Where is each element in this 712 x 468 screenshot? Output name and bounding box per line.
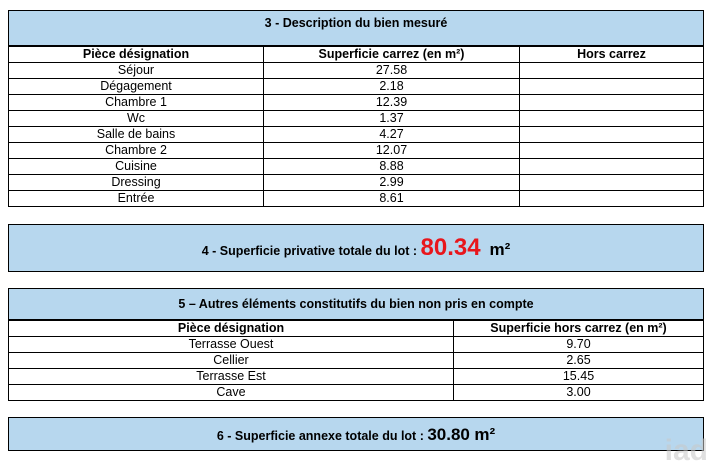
cell-piece: Cellier (9, 353, 454, 369)
col-header-piece: Pièce désignation (9, 47, 264, 63)
table-row (9, 191, 704, 207)
section6-label: 6 - Superficie annexe totale du lot : (216, 429, 428, 443)
cell-carrez: 12.39 (264, 95, 520, 111)
cell-hors (520, 95, 704, 111)
cell-piece: Cave (9, 385, 454, 401)
section4-total-box (8, 224, 704, 272)
watermark-text: iad (664, 434, 708, 467)
cell-carrez: 2.99 (264, 175, 520, 191)
cell-carrez: 27.58 (264, 63, 520, 79)
cell-piece: Terrasse Ouest (9, 337, 454, 353)
table-row (9, 143, 704, 159)
table-row (9, 175, 704, 191)
section6-unit: m² (474, 425, 496, 444)
cell-carrez: 2.18 (264, 79, 520, 95)
section5-header (8, 288, 704, 320)
cell-carrez: 4.27 (264, 127, 520, 143)
iad-watermark-logo (665, 434, 708, 468)
section3-header (8, 10, 704, 46)
cell-hors (520, 63, 704, 79)
cell-piece: Salle de bains (9, 127, 264, 143)
table-row (9, 337, 704, 353)
section4-label: 4 - Superficie privative totale du lot : (201, 244, 421, 258)
cell-piece: Dressing (9, 175, 264, 191)
section3-table (8, 46, 704, 207)
col-header-piece: Pièce désignation (9, 321, 454, 337)
cell-hors (520, 79, 704, 95)
cell-piece: Dégagement (9, 79, 264, 95)
table-row (9, 79, 704, 95)
table-row (9, 127, 704, 143)
table-row (9, 353, 704, 369)
section3-title: 3 - Description du bien mesuré (264, 16, 448, 30)
table-row (9, 111, 704, 127)
cell-piece: Cuisine (9, 159, 264, 175)
cell-piece: Entrée (9, 191, 264, 207)
cell-hors (520, 143, 704, 159)
cell-hors (520, 127, 704, 143)
cell-hors: 9.70 (454, 337, 704, 353)
cell-carrez: 12.07 (264, 143, 520, 159)
cell-carrez: 8.88 (264, 159, 520, 175)
cell-hors: 2.65 (454, 353, 704, 369)
table-row (9, 369, 704, 385)
cell-piece: Séjour (9, 63, 264, 79)
table-header-row (9, 321, 704, 337)
cell-hors (520, 175, 704, 191)
cell-piece: Wc (9, 111, 264, 127)
table-row (9, 159, 704, 175)
cell-hors: 3.00 (454, 385, 704, 401)
section4-value: 80.34 (420, 234, 481, 261)
table-header-row (9, 47, 704, 63)
table-row (9, 385, 704, 401)
col-header-carrez: Superficie carrez (en m²) (264, 47, 520, 63)
section4-unit: m² (489, 240, 511, 259)
table-row (9, 63, 704, 79)
col-header-hors-carrez: Superficie hors carrez (en m²) (454, 321, 704, 337)
cell-piece: Terrasse Est (9, 369, 454, 385)
cell-piece: Chambre 2 (9, 143, 264, 159)
section5-title: 5 – Autres éléments constitutifs du bien non pris en compte (178, 297, 534, 311)
cell-hors: 15.45 (454, 369, 704, 385)
cell-carrez: 1.37 (264, 111, 520, 127)
cell-piece: Chambre 1 (9, 95, 264, 111)
col-header-hors: Hors carrez (520, 47, 704, 63)
table-row (9, 95, 704, 111)
cell-hors (520, 159, 704, 175)
section5-table (8, 320, 704, 401)
cell-hors (520, 111, 704, 127)
section6-total-box (8, 417, 704, 451)
section6-value: 30.80 (427, 425, 470, 444)
cell-carrez: 8.61 (264, 191, 520, 207)
cell-hors (520, 191, 704, 207)
